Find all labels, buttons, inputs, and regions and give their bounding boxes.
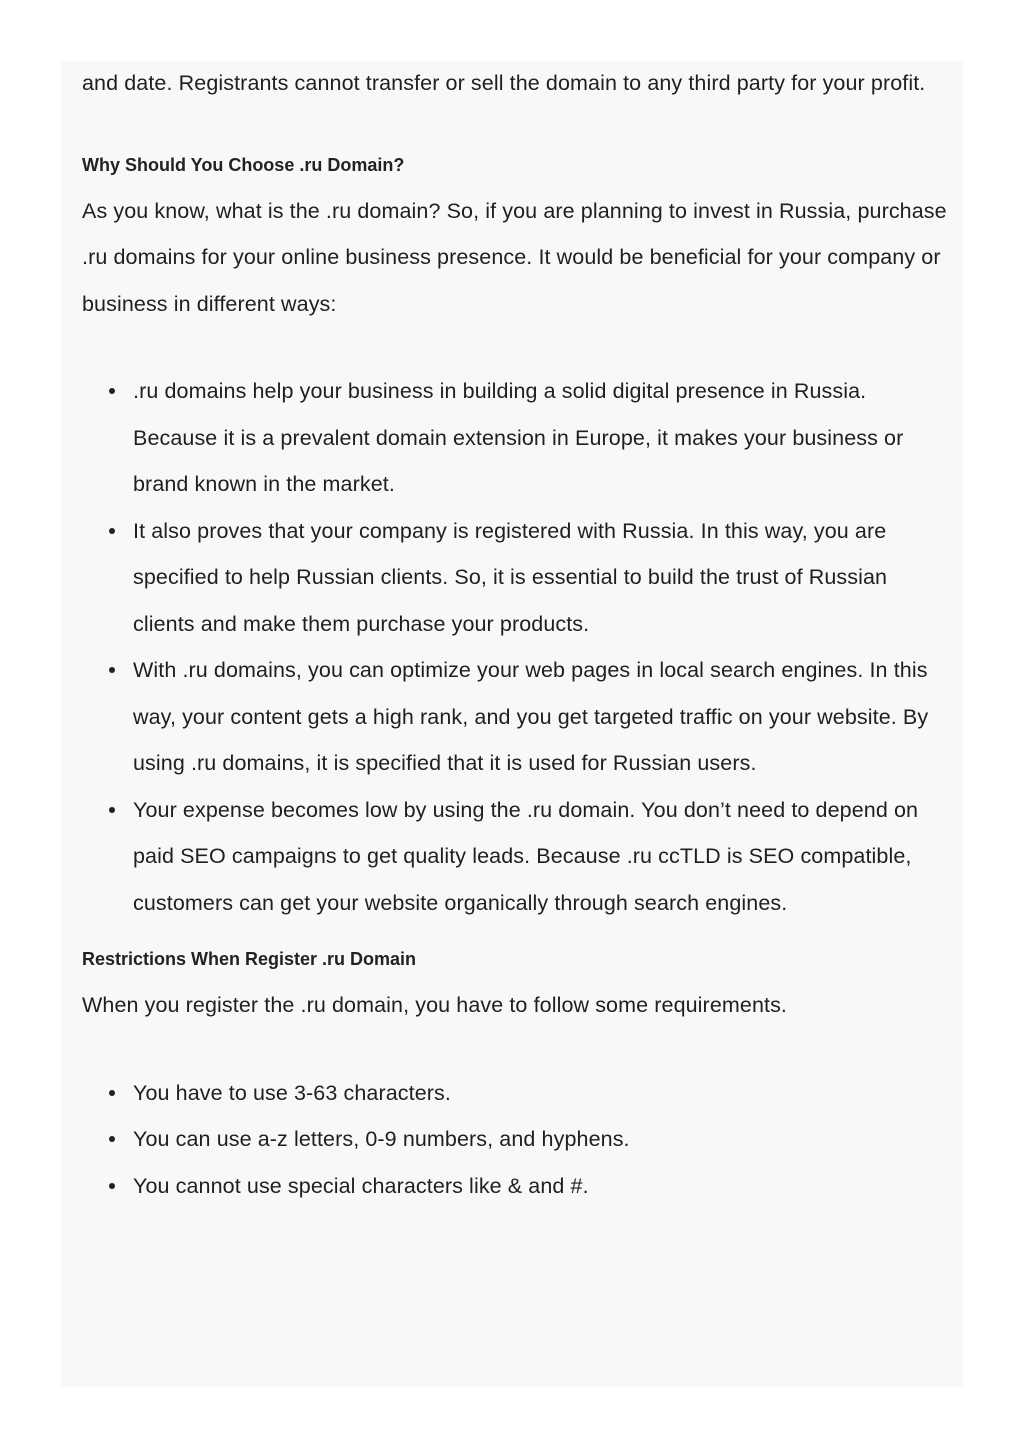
list-item: You can use a-z letters, 0-9 numbers, and hyphens.: [133, 1116, 948, 1163]
list-item: It also proves that your company is registered with Russia. In this way, you are specified to help Russian clients. So, it is essential to build the trust of Russian clients and make them purchase your products.: [133, 508, 948, 648]
restrictions-section-list: [82, 1070, 948, 1210]
why-section-paragraph: As you know, what is the .ru domain? So, if you are planning to invest in Russia, purchase .ru domains for your online business presence. It would be beneficial for your company or business in different ways:: [82, 198, 947, 316]
list-item: You cannot use special characters like & and #.: [133, 1163, 948, 1210]
why-section-list: [82, 368, 948, 926]
list-item: With .ru domains, you can optimize your web pages in local search engines. In this way, your content gets a high rank, and you get targeted traffic on your website. By using .ru domains, it is specified that it is used for Russian users.: [133, 647, 948, 787]
restrictions-section-paragraph: When you register the .ru domain, you have to follow some requirements.: [82, 993, 787, 1017]
list-item: .ru domains help your business in building a solid digital presence in Russia. Because it is a prevalent domain extension in Europe, it makes your business or brand known in the market.: [133, 368, 948, 508]
article-content: [82, 60, 948, 1209]
list-item: You have to use 3-63 characters.: [133, 1070, 948, 1117]
intro-continuation-paragraph: and date. Registrants cannot transfer or sell the domain to any third party for your profit.: [82, 71, 926, 95]
list-item: Your expense becomes low by using the .ru domain. You don’t need to depend on paid SEO campaigns to get quality leads. Because .ru ccTLD is SEO compatible, customers can get your website organically through search engines.: [133, 787, 948, 927]
why-section-heading: Why Should You Choose .ru Domain?: [82, 154, 405, 175]
restrictions-section-heading: Restrictions When Register .ru Domain: [82, 949, 417, 969]
